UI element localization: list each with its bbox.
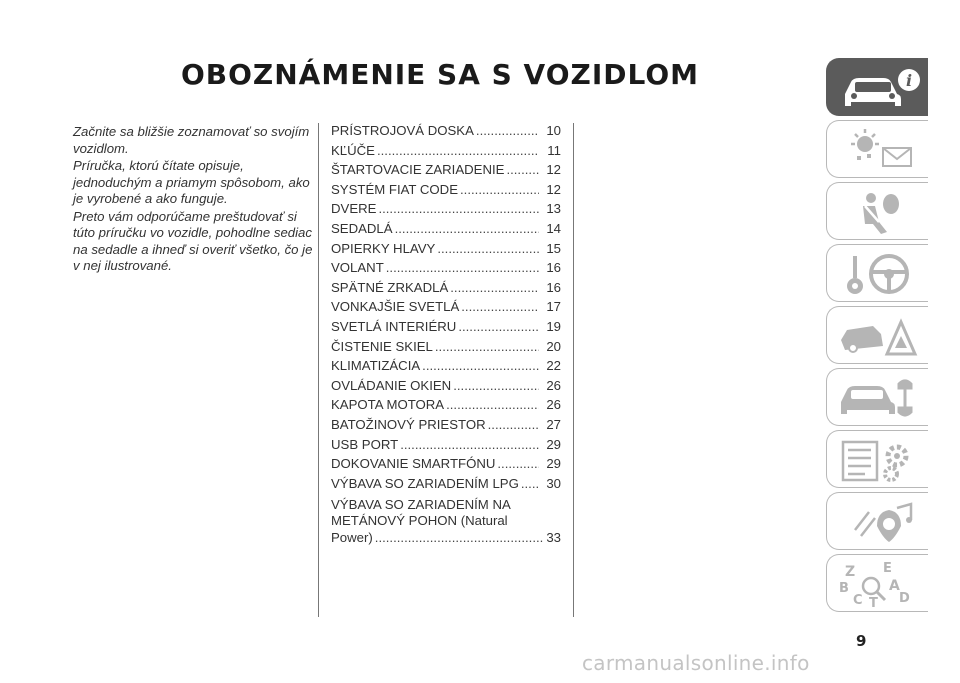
index-letter: C — [853, 593, 863, 608]
tab-car-info[interactable] — [826, 58, 928, 116]
index-letter: E — [883, 561, 892, 576]
intro-paragraph: Začnite sa bližšie zoznamovať so svojím vozidlom. — [73, 124, 310, 156]
svg-text:i: i — [905, 71, 913, 90]
toc-entry-vonkajsie-svetla[interactable] — [331, 299, 561, 319]
intro-paragraph: Príručka, ktorú čítate opisuje, jednoduchým a priamym spôsobom, ako je vyrobené a ako funguje. — [73, 158, 310, 206]
toc-leader — [435, 339, 539, 354]
car-info-icon — [835, 64, 923, 112]
tab-alphabetical-index[interactable] — [826, 554, 928, 612]
toc-entry-usb-port[interactable] — [331, 437, 561, 457]
toc-entry-batozinovy-priestor[interactable] — [331, 417, 561, 437]
toc-label: BATOŽINOVÝ PRIESTOR — [331, 416, 486, 432]
toc-entry-kluce[interactable] — [331, 143, 561, 163]
page-number: 9 — [856, 632, 867, 650]
toc-page: 29 — [546, 456, 561, 472]
toc-entry-opierky-hlavy[interactable] — [331, 241, 561, 261]
technical-data-icon — [835, 436, 923, 484]
tab-warning-lights[interactable] — [826, 120, 928, 178]
toc-label: VOLANT — [331, 260, 384, 276]
toc-leader — [497, 456, 539, 471]
toc-entry-startovacie-zariadenie[interactable] — [331, 162, 561, 182]
toc-page: 27 — [546, 416, 561, 432]
page-title: OBOZNÁMENIE SA S VOZIDLOM — [180, 58, 700, 91]
airbag-seatbelt-icon — [835, 188, 923, 236]
toc-label: OPIERKY HLAVY — [331, 240, 436, 256]
column-divider-right — [573, 123, 574, 617]
toc-entry-pristrojova-doska[interactable] — [331, 123, 561, 143]
index-letter: D — [899, 591, 910, 606]
chapter-tabs — [826, 58, 928, 616]
toc-leader — [400, 437, 539, 452]
toc-page: 22 — [546, 358, 561, 374]
toc-leader — [521, 476, 539, 491]
toc-page: 17 — [546, 299, 561, 315]
toc-page: 33 — [546, 529, 561, 545]
toc-leader — [461, 299, 539, 314]
toc-entry-kapota-motora[interactable] — [331, 397, 561, 417]
toc-entry-cistenie-skiel[interactable] — [331, 339, 561, 359]
toc-label: ŠTARTOVACIE ZARIADENIE — [331, 162, 505, 178]
toc-leader — [446, 397, 539, 412]
toc-entry-dokovanie-smartfonu[interactable] — [331, 456, 561, 476]
toc-entry-vybava-metan[interactable] — [331, 497, 561, 546]
toc-label: VONKAJŠIE SVETLÁ — [331, 299, 460, 315]
toc-label: DVERE — [331, 201, 377, 217]
tab-multimedia[interactable] — [826, 492, 928, 550]
toc-page: 16 — [546, 279, 561, 295]
toc-entry-spatne-zrkadla[interactable] — [331, 280, 561, 300]
toc-label: USB PORT — [331, 436, 399, 452]
tab-car-maintenance[interactable] — [826, 368, 928, 426]
intro-text — [73, 124, 313, 276]
index-letter: B — [839, 581, 849, 596]
toc-page: 11 — [547, 142, 561, 158]
toc-leader — [488, 417, 539, 432]
column-divider-left — [318, 123, 319, 617]
toc-label: ČISTENIE SKIEL — [331, 338, 433, 354]
toc-page: 10 — [546, 123, 561, 138]
toc-page: 14 — [546, 220, 561, 236]
toc-leader — [375, 530, 545, 546]
toc-label: VÝBAVA SO ZARIADENÍM LPG — [331, 475, 519, 491]
tab-emergency[interactable] — [826, 306, 928, 364]
toc-leader — [460, 182, 539, 197]
toc-label: SEDADLÁ — [331, 220, 393, 236]
toc-label: KAPOTA MOTORA — [331, 397, 445, 413]
toc-page: 12 — [546, 162, 561, 178]
toc-entry-ovladanie-okien[interactable] — [331, 378, 561, 398]
car-maintenance-icon — [835, 374, 923, 422]
toc-page: 16 — [546, 260, 561, 276]
toc-entry-dvere[interactable] — [331, 201, 561, 221]
index-letter: Z — [845, 564, 856, 580]
toc-leader — [386, 260, 539, 275]
toc-page: 19 — [546, 318, 561, 334]
toc-page: 30 — [546, 475, 561, 491]
emergency-icon — [835, 312, 923, 360]
index-letter: A — [889, 578, 900, 594]
toc-label: KĽÚČE — [331, 142, 375, 158]
toc-label: SVETLÁ INTERIÉRU — [331, 318, 457, 334]
toc-page: 15 — [546, 240, 561, 256]
multimedia-icon — [835, 498, 923, 546]
toc-label: OVLÁDANIE OKIEN — [331, 377, 452, 393]
index-letter: T — [869, 596, 878, 608]
toc-entry-svetla-interieru[interactable] — [331, 319, 561, 339]
alphabetical-index-icon — [835, 560, 923, 608]
intro-paragraph: Preto vám odporúčame preštudovať si túto príručku vo vozidle, pohodlne sediac na sedadle a ihneď si overiť všetko, čo je v nej ilustrované. — [73, 208, 313, 273]
toc-entry-sedadla[interactable] — [331, 221, 561, 241]
toc-leader — [437, 241, 539, 256]
toc-label: PRÍSTROJOVÁ DOSKA — [331, 123, 474, 138]
toc-page: 20 — [546, 338, 561, 354]
toc-leader — [377, 143, 539, 158]
table-of-contents — [331, 123, 561, 546]
toc-leader — [422, 358, 539, 373]
toc-leader — [453, 378, 539, 393]
toc-leader — [506, 162, 539, 177]
toc-label: DOKOVANIE SMARTFÓNU — [331, 456, 496, 472]
tab-technical-data[interactable] — [826, 430, 928, 488]
toc-page: 26 — [546, 397, 561, 413]
warning-lights-icon — [835, 126, 923, 174]
toc-label: KLIMATIZÁCIA — [331, 358, 421, 374]
toc-leader — [450, 280, 539, 295]
toc-entry-system-fiat-code[interactable] — [331, 182, 561, 202]
toc-page: 13 — [546, 201, 561, 217]
tab-key-steering[interactable] — [826, 244, 928, 302]
toc-entry-klimatizacia[interactable] — [331, 358, 561, 378]
tab-airbag-seatbelt[interactable] — [826, 182, 928, 240]
toc-leader — [458, 319, 539, 334]
toc-label: VÝBAVA SO ZARIADENÍM NA — [331, 497, 511, 513]
toc-entry-volant[interactable] — [331, 260, 561, 280]
toc-label: SPÄTNÉ ZRKADLÁ — [331, 279, 449, 295]
toc-leader — [378, 201, 539, 216]
toc-label: METÁNOVÝ POHON (Natural — [331, 513, 508, 529]
toc-leader — [395, 221, 539, 236]
watermark: carmanualsonline.info — [582, 651, 810, 675]
toc-label: Power) — [331, 529, 373, 545]
toc-page: 12 — [546, 181, 561, 197]
toc-label: SYSTÉM FIAT CODE — [331, 181, 459, 197]
toc-entry-vybava-lpg[interactable] — [331, 476, 561, 496]
toc-page: 26 — [546, 377, 561, 393]
toc-leader — [476, 123, 539, 138]
toc-page: 29 — [546, 436, 561, 452]
key-steering-icon — [835, 250, 923, 298]
